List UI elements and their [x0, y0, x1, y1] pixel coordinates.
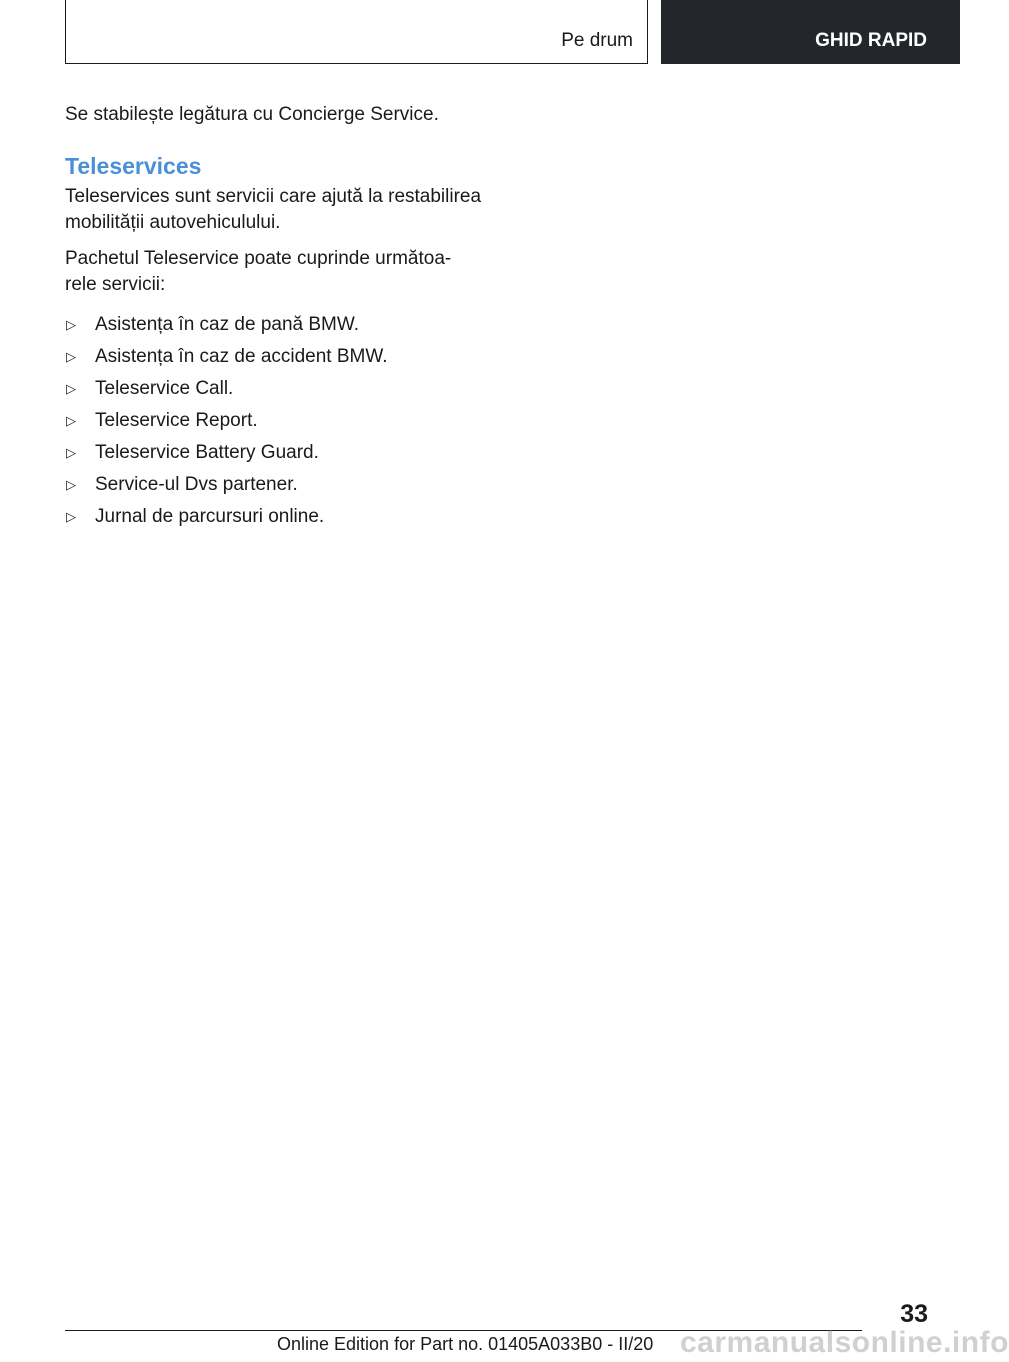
section-heading: Teleservices	[65, 153, 202, 179]
watermark: carmanualsonline.info	[680, 1326, 1009, 1359]
edition-text: Online Edition for Part no. 01405A033B0 - II/20	[277, 1334, 654, 1354]
triangle-bullet-icon: ▷	[66, 477, 76, 492]
list-item	[65, 440, 495, 466]
list-item	[65, 376, 495, 402]
package-line-2: rele servicii:	[65, 274, 166, 295]
description-line-2: mobilității autovehiculului.	[65, 212, 281, 233]
section-label: Pe drum	[561, 30, 633, 51]
triangle-bullet-icon: ▷	[66, 317, 76, 332]
triangle-bullet-icon: ▷	[66, 413, 76, 428]
list-item	[65, 504, 495, 530]
list-item-text: Teleservice Report.	[95, 410, 258, 431]
list-item-text: Service-ul Dvs partener.	[95, 474, 298, 495]
list-item-text: Asistența în caz de pană BMW.	[95, 314, 360, 335]
tab-label: GHID RAPID	[815, 30, 927, 51]
header-section-box	[65, 0, 648, 64]
list-item-text: Teleservice Battery Guard.	[95, 442, 319, 463]
triangle-bullet-icon: ▷	[66, 445, 76, 460]
list-item-text: Teleservice Call.	[95, 378, 234, 399]
triangle-bullet-icon: ▷	[66, 381, 76, 396]
description-line-1: Teleservices sunt servicii care ajută la restabilirea	[65, 186, 482, 207]
list-item-text: Jurnal de parcursuri online.	[95, 506, 325, 527]
triangle-bullet-icon: ▷	[66, 349, 76, 364]
list-item-text: Asistența în caz de accident BMW.	[95, 346, 388, 367]
description-paragraph	[65, 184, 495, 236]
intro-paragraph: Se stabilește legătura cu Concierge Service.	[65, 104, 439, 125]
header-tab	[661, 0, 960, 64]
page-number: 33	[900, 1300, 928, 1328]
list-item	[65, 312, 495, 338]
services-list	[65, 312, 495, 530]
page-content	[65, 102, 495, 536]
list-item	[65, 408, 495, 434]
triangle-bullet-icon: ▷	[66, 509, 76, 524]
package-line-1: Pachetul Teleservice poate cuprinde următoa-	[65, 248, 452, 269]
list-item	[65, 344, 495, 370]
package-paragraph	[65, 246, 495, 298]
list-item	[65, 472, 495, 498]
